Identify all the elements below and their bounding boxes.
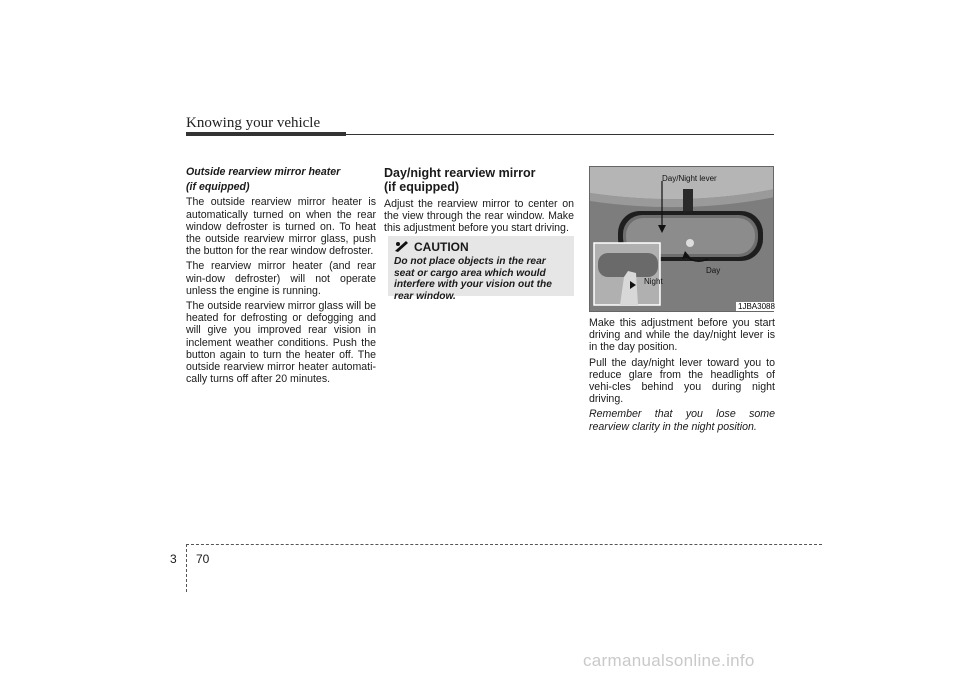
column-middle (384, 166, 574, 238)
page-number: 70 (196, 552, 210, 566)
label-day: Day (706, 266, 721, 275)
paragraph: Pull the day/night lever toward you to reduce glare from the headlights of vehi-cles behind you during night driving. (589, 356, 775, 406)
column-right (589, 317, 775, 436)
footer-divider (186, 544, 187, 592)
chapter-number: 3 (170, 552, 177, 566)
mirror-drawing (590, 167, 774, 312)
caution-header (394, 240, 568, 254)
caution-pen-icon (394, 241, 410, 253)
section-subhead-qualifier: (if equipped) (186, 181, 250, 194)
footer-rule (186, 544, 822, 545)
column-left (186, 166, 376, 388)
figure-code: 1JBA3088 (738, 302, 775, 311)
section-title-line1: Day/night rearview mirror (384, 166, 536, 180)
section-subhead: Outside rearview mirror heater (186, 166, 341, 178)
section-title (384, 166, 574, 194)
header-rule (186, 134, 774, 135)
mirror-illustration (589, 166, 774, 312)
watermark: carmanualsonline.info (583, 651, 755, 670)
paragraph: The rearview mirror heater (and rear win-dow defroster) will not operate unless the engine is running. (186, 260, 376, 297)
label-night: Night (644, 277, 663, 286)
paragraph: The outside rearview mirror heater is automatically turned on when the rear window defroster is turned on. To heat the outside rearview mirror glass, push the button for the rear window defroster. (186, 196, 376, 258)
label-day-night-lever: Day/Night lever (662, 174, 717, 183)
caution-box (388, 236, 574, 302)
section-title-line2: (if equipped) (384, 180, 459, 194)
paragraph: Make this adjustment before you start driving and while the day/night lever is in the day position. (589, 317, 775, 354)
caution-text: Do not place objects in the rear seat or cargo area which would interfere with your vision out the rear window. (394, 256, 552, 302)
paragraph-italic: Remember that you lose some rearview clarity in the night position. (589, 408, 775, 433)
paragraph: Adjust the rearview mirror to center on the view through the rear window. Make this adjustment before you start driving. (384, 198, 574, 235)
page-header-title: Knowing your vehicle (186, 115, 321, 131)
caution-label: CAUTION (414, 240, 469, 254)
paragraph: The outside rearview mirror glass will be heated for defrosting or defogging and will give you improved rear vision in inclement weather conditions. Push the button again to turn the heater off. The outside rearview mirror heater automati-cally turns off after 20 minutes. (186, 300, 376, 386)
